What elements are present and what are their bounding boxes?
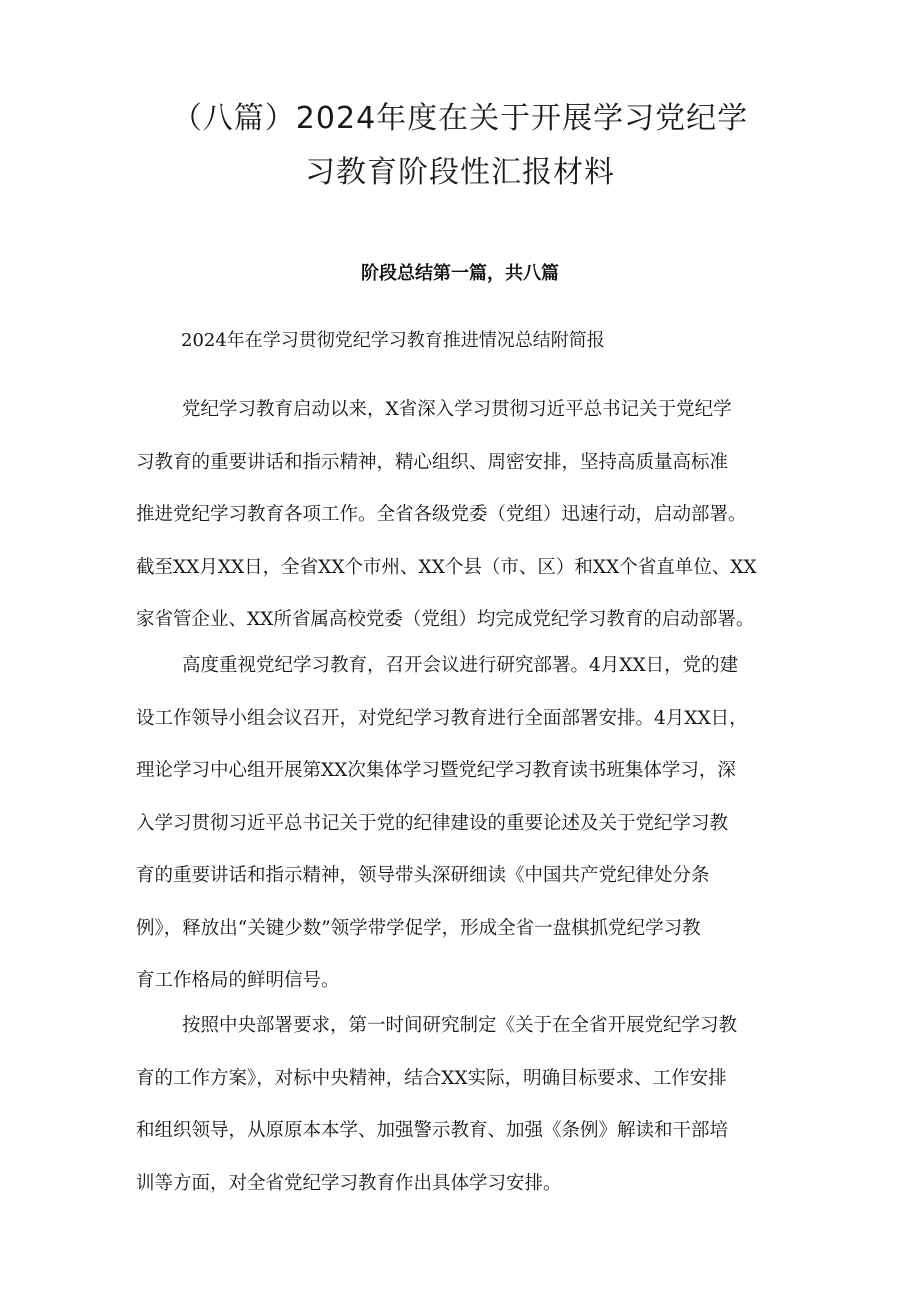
paragraph-line: 习教育的重要讲话和指示精神，精心组织、周密安排，坚持高质量高标准 [136,451,729,473]
paragraph-line: 截至XX月XX日，全省XX个市州、XX个县（市、区）和XX个省直单位、XX [136,556,757,578]
paragraph-line: 入学习贯彻习近平总书记关于党的纪律建设的重要论述及关于党纪学习教 [136,812,729,834]
document-title [130,92,790,200]
document-title-line: （八篇）2024年度在关于开展学习党纪学 [171,101,749,136]
paragraph-line: 育的重要讲话和指示精神，领导带头深研细读《中国共产党纪律处分条 [136,865,710,886]
paragraph-line: 党纪学习教育启动以来，X省深入学习贯彻习近平总书记关于党纪学 [182,399,732,420]
paragraph-line: 设工作领导小组会议召开，对党纪学习教育进行全面部署安排。4月XX日， [136,707,748,729]
paragraph-line: 高度重视党纪学习教育，召开会议进行研究部署。4月XX日，党的建 [182,655,739,676]
paragraph-line: 和组织领导，从原原本本学、加强警示教育、加强《条例》解读和干部培 [136,1120,729,1141]
paragraph-line: 家省管企业、XX所省属高校党委（党组）均完成党纪学习教育的启动部署。 [136,609,755,630]
paragraph-line: 推进党纪学习教育各项工作。全省各级党委（党组）迅速行动，启动部署。 [136,504,747,525]
document-subtitle: 阶段总结第一篇，共八篇 [361,263,559,284]
paragraph-line: 育工作格局的鲜明信号。 [136,970,340,991]
paragraph-line: 训等方面，对全省党纪学习教育作出具体学习安排。 [136,1172,562,1194]
body-paragraph [136,640,800,1008]
paragraph-line: 理论学习中心组开展第XX次集体学习暨党纪学习教育读书班集体学习，深 [136,760,736,781]
body-paragraph [136,384,800,647]
section-heading: 2024年在学习贯彻党纪学习教育推进情况总结附简报 [181,330,605,351]
paragraph-line: 按照中央部署要求，第一时间研究制定《关于在全省开展党纪学习教 [182,1015,738,1036]
document-title-line: 习教育阶段性汇报材料 [305,155,615,190]
paragraph-line: 育的工作方案》，对标中央精神，结合XX实际，明确目标要求、工作安排 [136,1067,727,1089]
paragraph-line: 例》，释放出“关键少数”领学带学促学，形成全省一盘棋抓党纪学习教 [136,917,701,939]
body-paragraph [136,1000,800,1210]
